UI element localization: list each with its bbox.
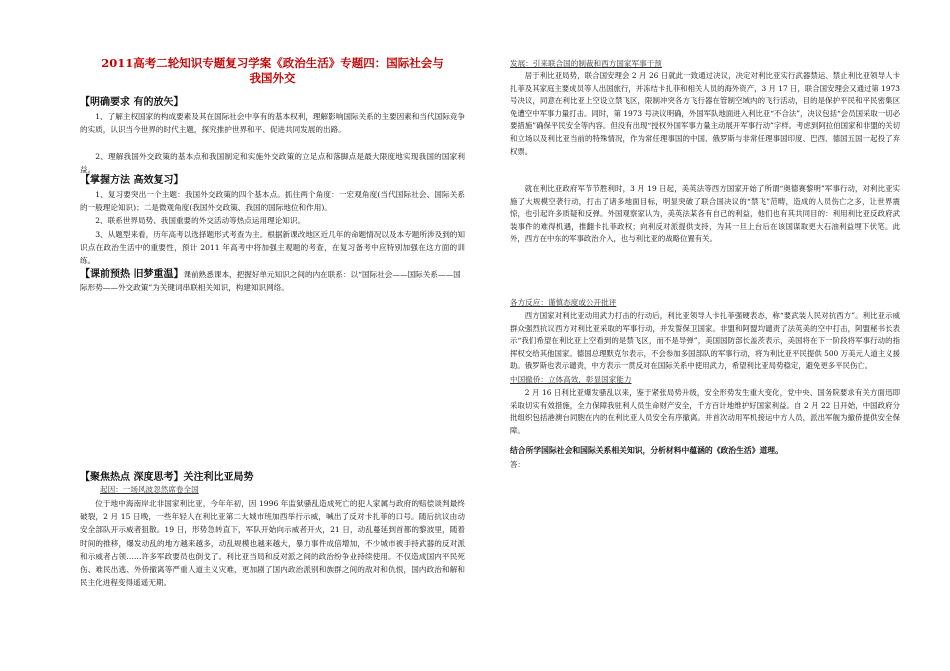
reactions-subheading: 各方反应：谨慎态度或公开批评 [510,298,617,307]
answer-label: 答： [510,460,525,469]
title-line-2: 我国外交 [249,71,296,85]
development-subheading: 发展：引来联合国的制裁和西方国家军事干预 [510,59,662,68]
title-line-1: 2011高考二轮知识专题复习学案《政治生活》专题四：国际社会与 [101,56,444,70]
focus-heading: 【聚焦热点 深度思考】关注利比亚局势 [80,472,254,483]
requirements-paragraph-2: 2、理解我国外交政策的基本点和我国制定和实施外交政策的立足点和落脚点是最大限度地实现我国的国家利益。 [80,152,465,175]
origin-paragraph: 位于地中海南岸北非国家利比亚，今年年初，因 1996 年监狱骚乱造成死亡的犯人家属与政府的赔偿谈判最终破裂，2 月 15 日晚，一些年轻人在利比亚第二大城市班加西举行示威，喊出了反对卡扎菲的口号。随后抗议由动安全部队开示威者狙散。19 日，形势急转直下，军队开始向示威者开火，21 日，动乱蔓延到首都的黎波里，随着时间的推移，爆发动乱的地方越来越多，动乱规模也越来越大，暴力事件成倍增加，不少城市被手持武器的反对派和示威者占领……许多军政要员也倒戈了。利比亚当局和反对派之间的政治纷争业持续使用。不仅造成国内平民死伤、难民出逃、外侨撤离等严重人道主义灾难，更加剧了国内政治派别和族群之间的敌对和仇恨，国内政治和解和民主化进程变得遥遥无期。 [80,499,465,588]
review-paragraph-2: 2、联系世界局势、我国重要的外交活动等热点运用理论知识。 [95,216,306,225]
document-title [80,56,465,86]
review-heading: 【掌握方法 高效复习】 [80,175,184,186]
reactions-paragraph: 西方国家对利比亚动用武力打击的行动后，利比亚领导人卡扎菲强硬表态，称“要武装人民对抗西方”。利比亚示威群众强烈抗议西方对利比亚采取的军事行动，并发誓保卫国家。非盟和阿盟均谴责了法英美的空中打击，阿盟秘书长表示“我们希望在利比亚上空看到的是禁飞区，而不是导弹”，美国国防部长盖茨表示，美国将在下一阶段将军事行动的指挥权交给其他国家。德国总理默克尔表示，不会参加多国部队的军事行动，将为利比亚平民提供 500 万美元人道主义援助。俄罗斯也表示谴责，中方表示一贯反对在国际关系中使用武力，希望利比亚局势稳定，避免更多平民伤亡。 [510,311,900,371]
preview-heading: 【课前预热 旧梦重温】 [80,269,184,280]
preview-block [80,268,465,294]
requirements-heading: 【明确要求 有的放矢】 [80,97,184,108]
requirements-paragraph-1: 1、了解主权国家的构成要素及其在国际社会中享有的基本权利，理解影响国际关系的主要因素和当代国际竞争的实质，认识当今世界的时代主题，探究推护世界和平、促进共同发展的出路。 [80,112,465,135]
review-paragraph-1: 1、复习要突出一个主题：我国外交政策的四个基本点。抓住两个角度：一宏观角度(当代国际社会、国际关系的一般理论知识)；二是微观角度(我国外交政策、我国的国际地位和作用)。 [80,190,465,213]
evacuation-subheading: 中国撤侨：立体高效，彰显国家能力 [510,375,632,384]
evacuation-paragraph: 2 月 16 日利比亚爆发骚乱以来，鉴于紧张局势升级，安全形势发生重大变化，党中央、国务院要求有关方面迅即采取切实有效措施，全力保障我驻利人员生命财产安全，千方百计地维护好国家利益。自 2 月 22 日开始，中国政府分批组织包括港澳台同胞在内的在利比亚人员安全有序撤离。并首次动用军机接运中方人员，派出军舰为撤侨提供安全保障。 [510,388,900,435]
origin-subheading: 起因：一场风波忽然席卷全国 [100,485,199,494]
review-paragraph-3: 3、从题型来看，历年高考以选择题形式考查为主。根据新课改地区近几年的命题情况以及本专题所涉及到的知识点在政治生活中的重要性，预计 2011 年高考中将加强主观题的考查，在复习备考中应特别加强在这方面的训练。 [80,230,465,266]
development-paragraph-2: 就在利比亚政府军节节胜利时，3 月 19 日起，美英法等西方国家开始了所谓“奥德赛黎明”军事行动，对利比亚实施了大规模空袭行动，打击了诸多地面目标，明显突破了联合国决议的“禁飞”范畴，造成的人员伤亡之多，让世界震惊，也引起许多质疑和反弹。外国观察家认为，美英法某各有自己的利益，他们也有其共同目的：利用利比亚反政府武装事件的难得机遇，推翻卡扎菲政权；向利反对派提供支持，为其一旦上台后在该国谋取更大石油利益埋下伏笔。此外，西方在中东的军事政治介入，也与利比亚的战略位置有关。 [510,184,900,244]
development-paragraph-1: 居于利比亚局势，联合国安理会 2 月 26 日就此一致通过决议，决定对利比亚实行武器禁运、禁止利比亚领导人卡扎菲及其家庭主要成员等人出国旅行，并冻结卡扎菲和相关人员的海外资产，3 月 17 日，联合国安理会又通过第 1973 号决议，同意在利比亚上空设立禁飞区，限制冲突各方飞行器在管制空域内的飞行活动，目的是保护平民和平民密集区免遭空中军事力量打击。同时，第 1973 号决议明确，外国军队地面进入利比亚“不合法”，决议包括“会员国采取一切必要措施”确保平民安全等内容。但没有出现“授权外国军事力量主动展开军事行动”字样。考虑到阿拉伯国家和非盟的关切和立场以及利比亚当前的特殊情况，作为常任理事国的中国、俄罗斯与非常任理事国印度、巴西、德国五国一起投了弃权票。 [510,71,900,156]
preview-text: 课前熟悉课本，把握好单元知识之间的内在联系：以“国际社会——国际关系——国际形势——外交政策”为关键词串联相关知识，构建知识网络。 [80,270,461,293]
question-prompt: 结合所学国际社会和国际关系相关知识，分析材料中蕴涵的《政治生活》道理。 [510,446,783,455]
